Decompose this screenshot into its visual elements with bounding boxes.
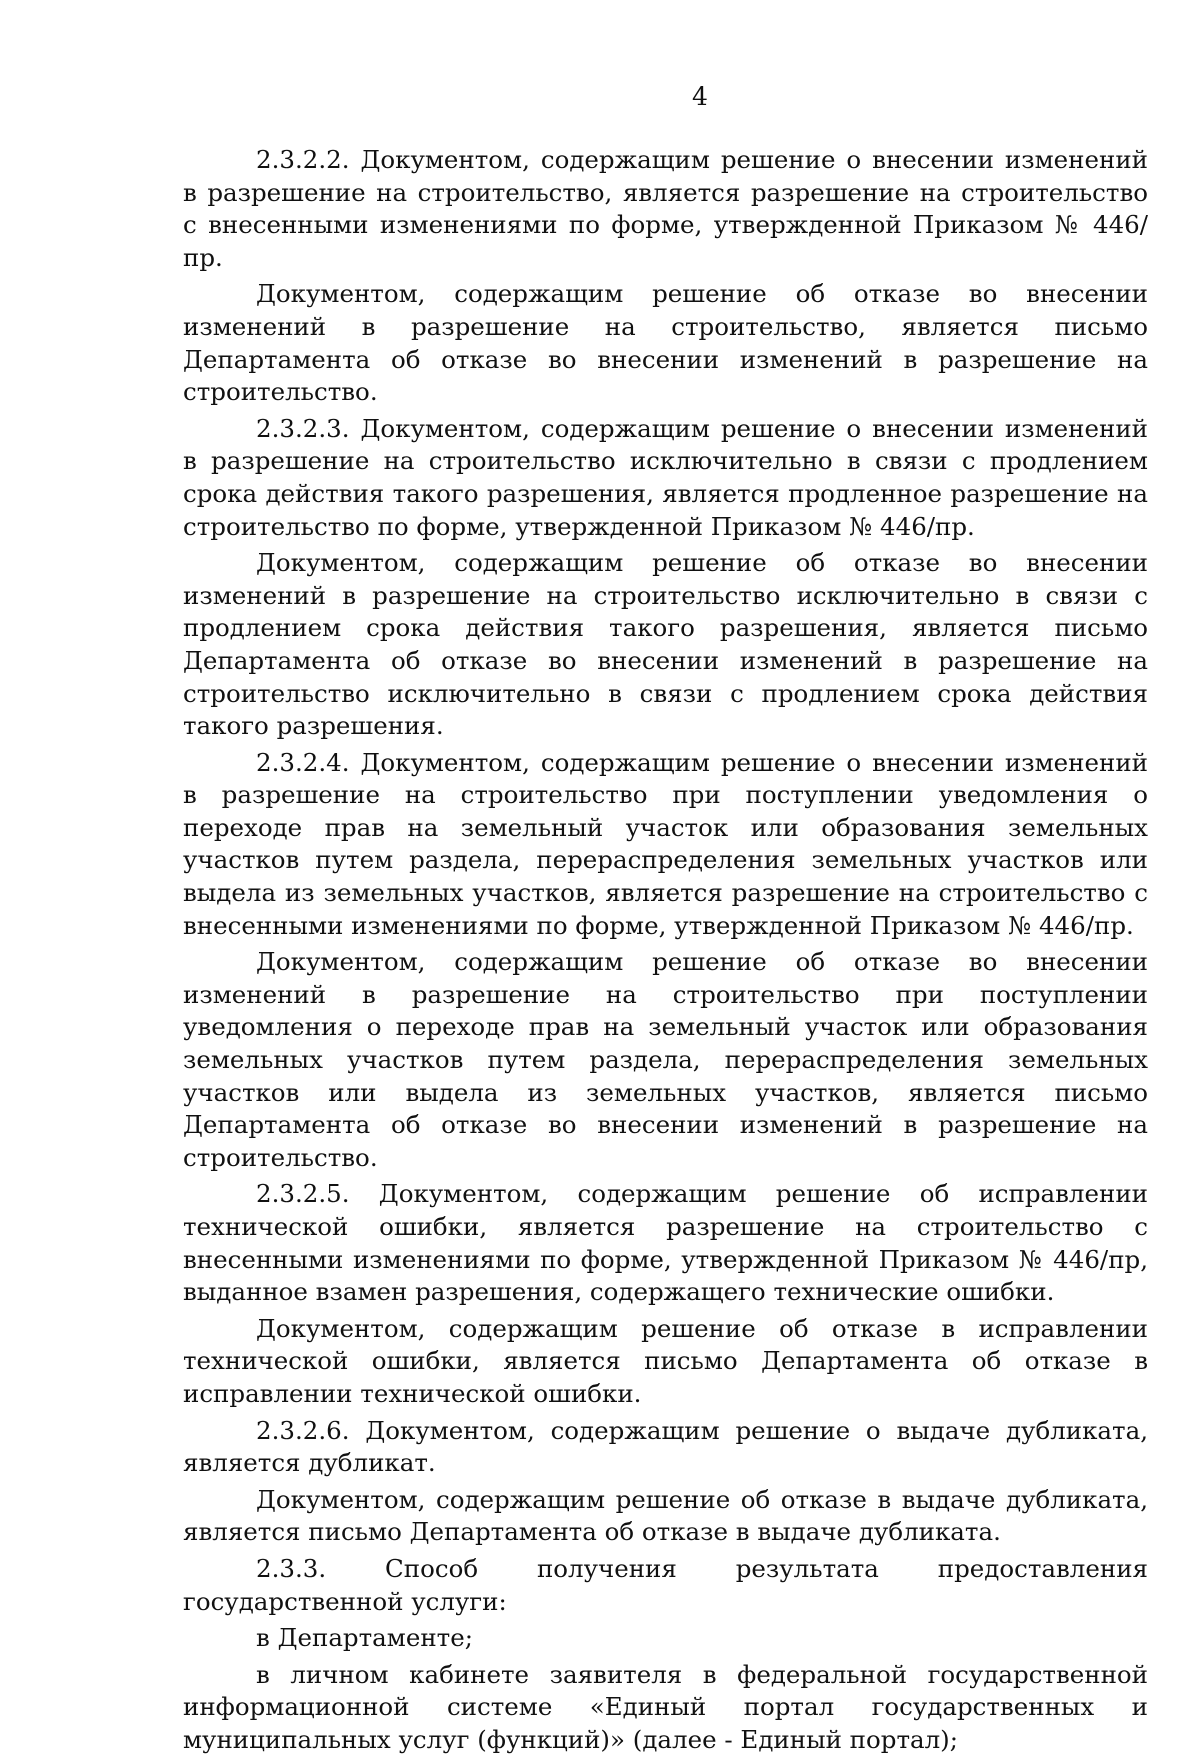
paragraph-refusal-extension: Документом, содержащим решение об отказе во внесении изменений в разрешение на строительство исключительно в связи с продлением срока действия такого разрешения, является письмо Департамента об отказе во внесении изменений в разрешение на строительство исключительно в связи с продлением срока действия такого разрешения. (183, 548, 1148, 741)
paragraph-refusal-land-rights: Документом, содержащим решение об отказе во внесении изменений в разрешение на строительство при поступлении уведомления о переходе прав на земельный участок или образования земельных участков путем раздела, перераспределения земельных участков или выдела из земельных участков, является письмо Департамента об отказе во внесении изменений в разрешение на строительство. (183, 947, 1148, 1172)
paragraph-in-department: в Департаменте; (256, 1623, 473, 1653)
paragraph-personal-account: в личном кабинете заявителя в федеральной государственной информационной системе «Единый портал государственных и муниципальных услуг (функций)» (далее - Единый портал); (183, 1659, 1148, 1754)
paragraph-2-3-2-3: 2.3.2.3. Документом, содержащим решение о внесении изменений в разрешение на строительство исключительно в связи с продлением срока действия такого разрешения, является продленное разрешение на строительство по форме, утвержденной Приказом № 446/пр. (183, 413, 1148, 541)
document-body (183, 144, 1148, 1757)
paragraph-refusal-duplicate: Документом, содержащим решение об отказе в выдаче дубликата, является письмо Департамента об отказе в выдаче дубликата. (183, 1484, 1148, 1547)
paragraph-2-3-2-5: 2.3.2.5. Документом, содержащим решение об исправлении технической ошибки, является разрешение на строительство с внесенными изменениями по форме, утвержденной Приказом № 446/пр, выданное взамен разрешения, содержащего технические ошибки. (183, 1179, 1148, 1307)
paragraph-2-3-3: 2.3.3. Способ получения результата предоставления государственной услуги: (183, 1553, 1148, 1616)
paragraph-2-3-2-2: 2.3.2.2. Документом, содержащим решение о внесении изменений в разрешение на строительство, является разрешение на строительство с внесенными изменениями по форме, утвержденной Приказом № 446/пр. (183, 145, 1148, 272)
page-number: 4 (692, 82, 708, 111)
paragraph-2-3-2-4: 2.3.2.4. Документом, содержащим решение о внесении изменений в разрешение на строительство при поступлении уведомления о переходе прав на земельный участок или образования земельных участков путем раздела, перераспределения земельных участков или выдела из земельных участков, является разрешение на строительство с внесенными изменениями по форме, утвержденной Приказом № 446/пр. (183, 747, 1148, 940)
paragraph-2-3-2-6: 2.3.2.6. Документом, содержащим решение о выдаче дубликата, является дубликат. (183, 1415, 1148, 1478)
paragraph-refusal-technical-error: Документом, содержащим решение об отказе в исправлении технической ошибки, является письмо Департамента об отказе в исправлении технической ошибки. (183, 1313, 1148, 1408)
paragraph-refusal-changes: Документом, содержащим решение об отказе во внесении изменений в разрешение на строительство, является письмо Департамента об отказе во внесении изменений в разрешение на строительство. (183, 279, 1148, 407)
